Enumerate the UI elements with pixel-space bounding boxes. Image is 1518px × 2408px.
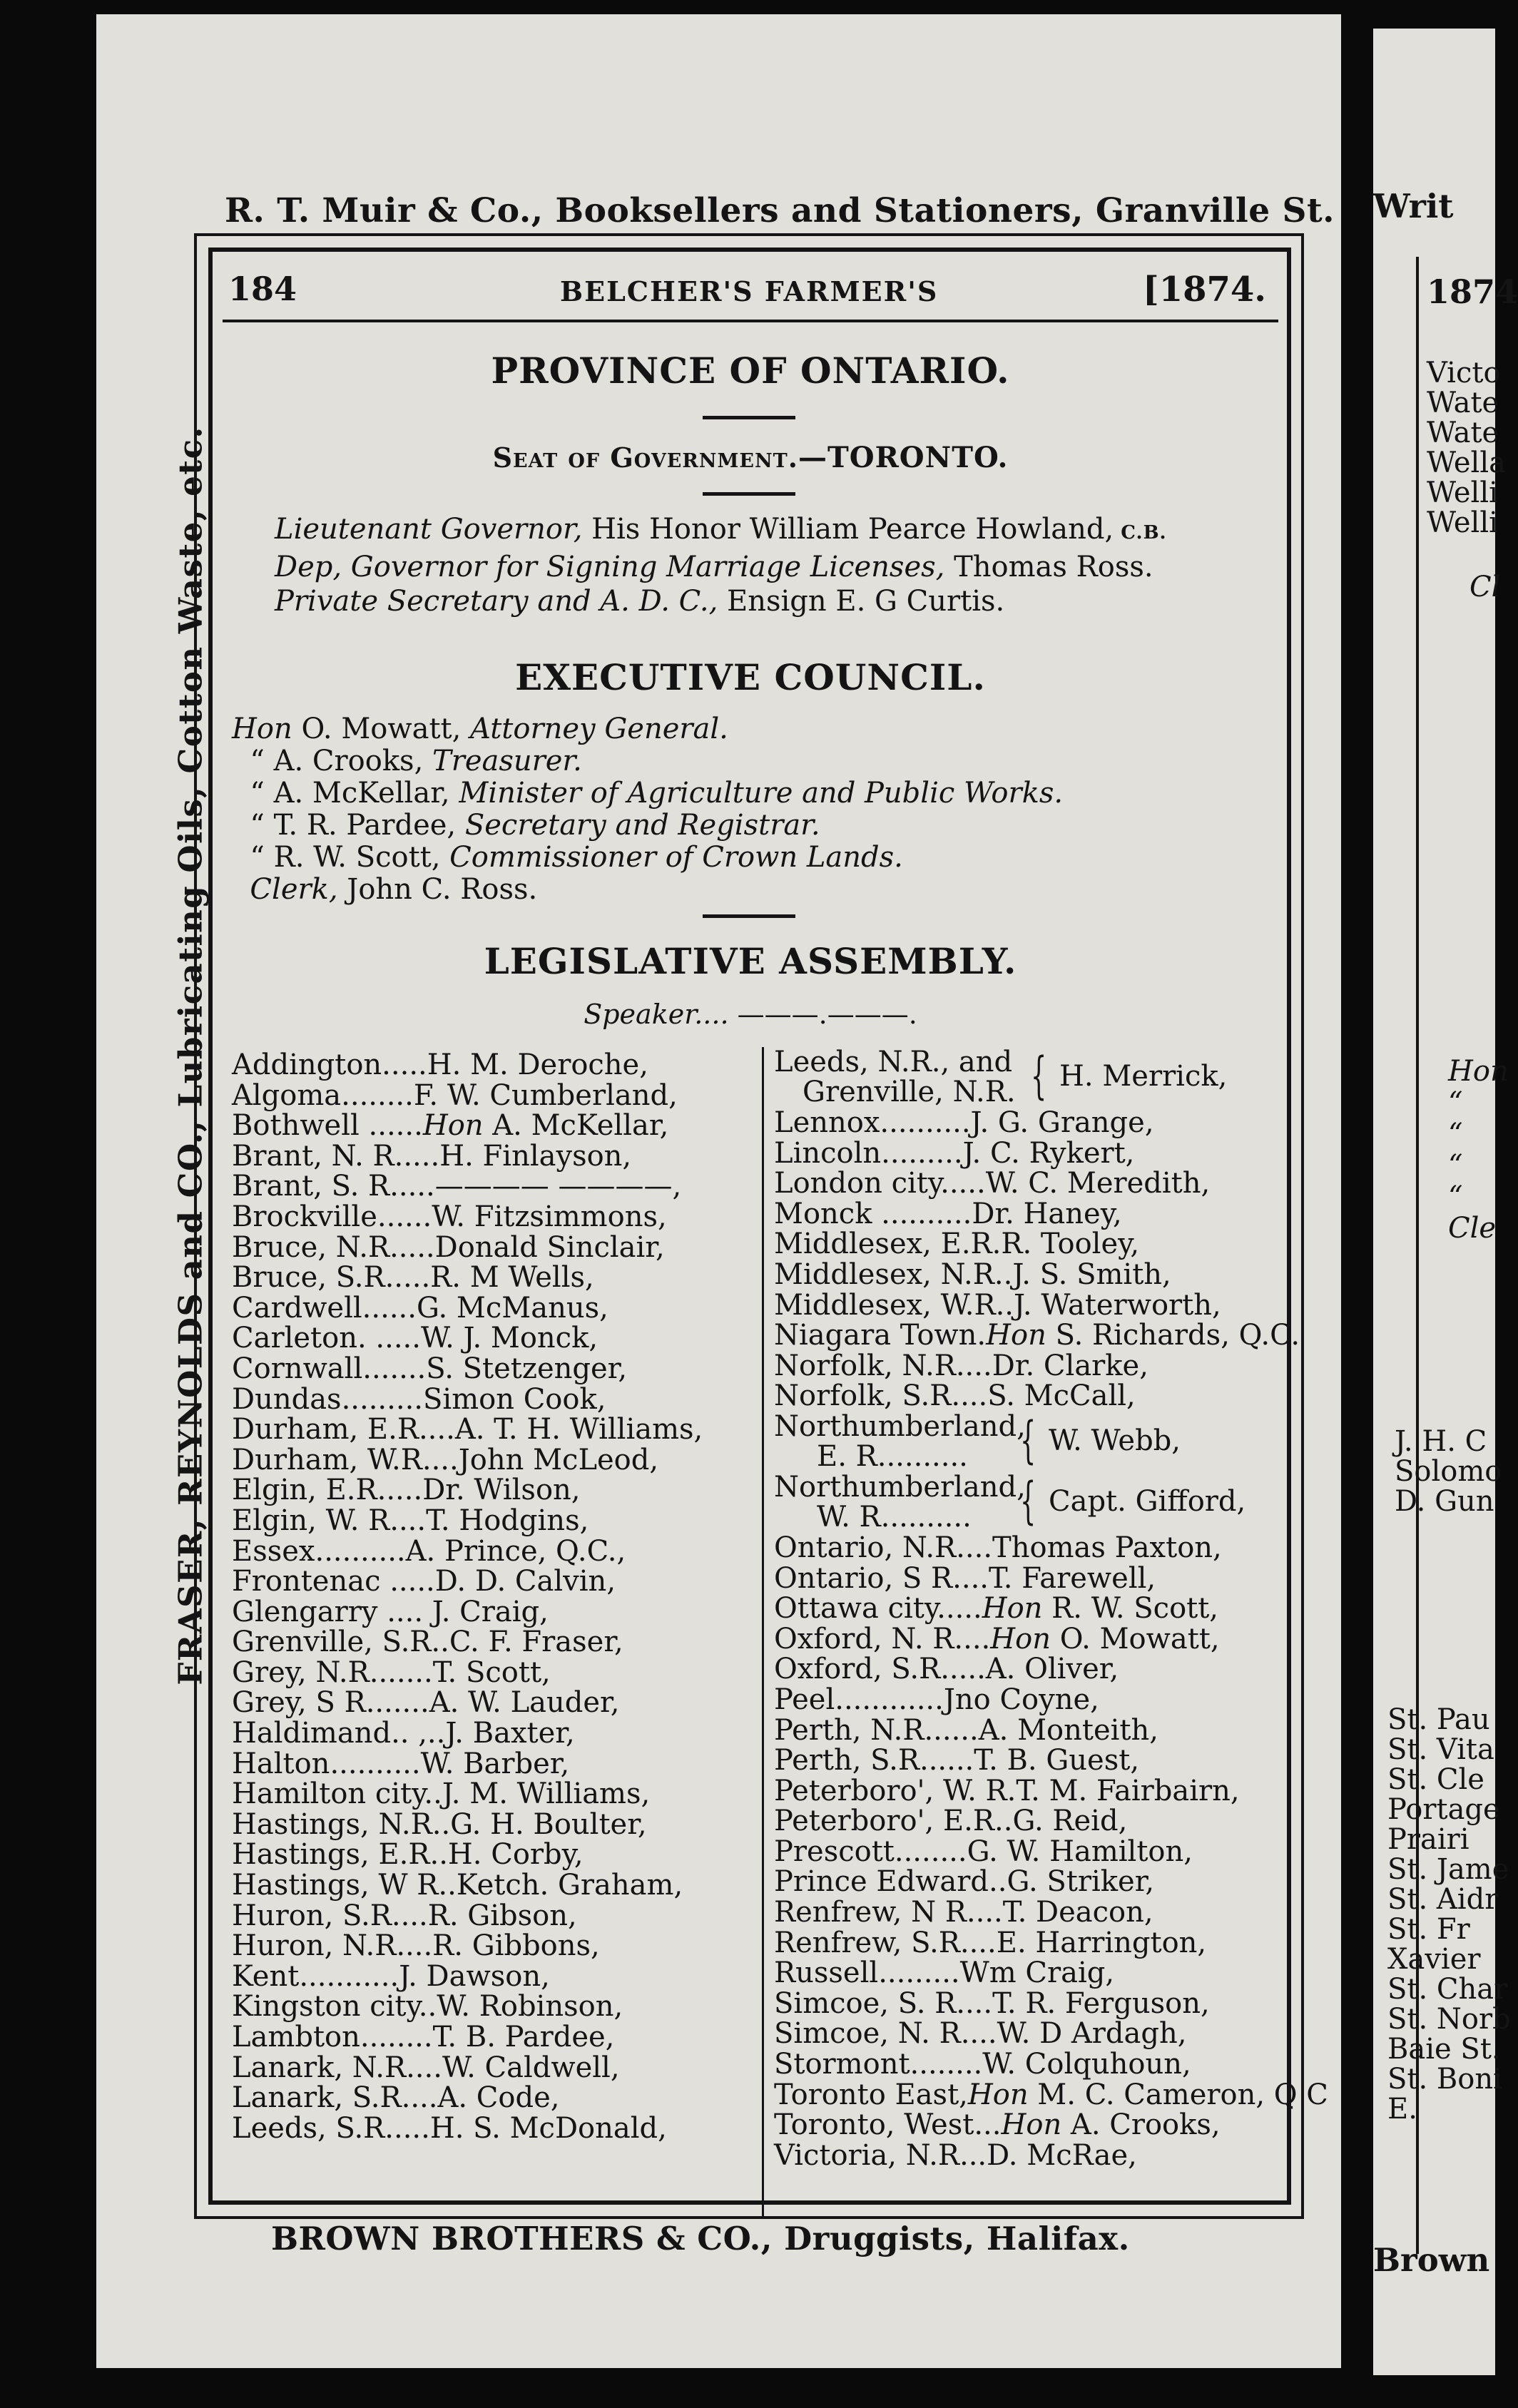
member-row: Grey, S R.......A. W. Lauder,	[232, 1686, 620, 1720]
member-row: Leeds, S.R.....H. S. McDonald,	[232, 2111, 667, 2145]
member-row: Halton..........W. Barber,	[232, 1747, 570, 1780]
member-row: Grey, N.R.......T. Scott,	[232, 1656, 551, 1689]
member-row: Essex..........A. Prince, Q.C.,	[232, 1534, 626, 1568]
member-row: Simcoe, S. R....T. R. Ferguson,	[774, 1986, 1210, 2020]
member-row: Durham, E.R....A. T. H. Williams,	[232, 1413, 703, 1447]
council-member: “ T. R. Pardee, Secretary and Registrar.	[232, 809, 820, 842]
member-row: Middlesex, E.R.R. Tooley,	[774, 1228, 1140, 1261]
member-row: Simcoe, N. R....W. D Ardagh,	[774, 2017, 1187, 2051]
member-row: Stormont........W. Colquhoun,	[774, 2048, 1191, 2081]
adjacent-header: Writ	[1373, 187, 1454, 225]
member-row: Frontenac .....D. D. Calvin,	[232, 1565, 616, 1598]
member-row: Perth, N.R......A. Monteith,	[774, 1713, 1158, 1747]
member-row-braced: Leeds, N.R., and Grenville, N.R. { H. Merrick,	[774, 1046, 1228, 1108]
footer-advertisement: BROWN BROTHERS & CO., Druggists, Halifax.	[271, 2220, 1130, 2258]
member-row: Hastings, N.R..G. H. Boulter,	[232, 1807, 647, 1841]
adjacent-clerk: Cl	[1469, 571, 1501, 603]
member-row: Russell.........Wm Craig,	[774, 1956, 1115, 1990]
member-row-braced: Northumberland, E. R.......... { W. Webb,	[774, 1409, 1181, 1473]
member-row: Huron, S.R....R. Gibson,	[232, 1899, 577, 1932]
assembly-right-column	[774, 1046, 1328, 2172]
member-row: Algoma........F. W. Cumberland,	[232, 1078, 678, 1112]
speaker-line: Speaker.... ———.———.	[584, 999, 917, 1030]
head-rule	[223, 320, 1278, 322]
member-row: Lennox..........J. G. Grange,	[774, 1106, 1154, 1139]
adjacent-page	[1373, 29, 1518, 2375]
running-head	[225, 270, 1273, 312]
member-row: Bruce, N.R.....Donald Sinclair,	[232, 1230, 665, 1264]
member-row: Bruce, S.R.....R. M Wells,	[232, 1261, 594, 1295]
title-rule	[703, 416, 795, 419]
member-row: Haldimand.. ,..J. Baxter,	[232, 1717, 575, 1750]
legislative-assembly-title: LEGISLATIVE ASSEMBLY.	[484, 940, 1017, 982]
council-member: “ R. W. Scott, Commissioner of Crown Lands.	[232, 841, 903, 874]
executive-council-title: EXECUTIVE COUNCIL.	[515, 656, 986, 698]
member-row: Lambton........T. B. Pardee,	[232, 2021, 615, 2054]
member-row: Lanark, N.R....W. Caldwell,	[232, 2051, 620, 2084]
member-row: Lincoln.........J. C. Rykert,	[774, 1136, 1135, 1170]
member-row: Peterboro', E.R..G. Reid,	[774, 1805, 1128, 1838]
running-title: BELCHER'S FARMER'S	[560, 275, 939, 307]
member-row: Cornwall.......S. Stetzenger,	[232, 1352, 628, 1385]
adjacent-list-a: Victo Wate Wate Wella Welli Welli	[1427, 357, 1506, 539]
member-row: Cardwell......G. McManus,	[232, 1291, 608, 1325]
adjacent-footer: Brown	[1373, 2241, 1490, 2279]
member-row: Carleton. .....W. J. Monck,	[232, 1322, 598, 1355]
member-row: Prescott........G. W. Hamilton,	[774, 1835, 1193, 1868]
member-row: Hastings, E.R..H. Corby,	[232, 1838, 584, 1872]
header-advertisement: R. T. Muir & Co., Booksellers and Stationers, Granville St.	[225, 191, 1335, 230]
member-row: Norfolk, N.R....Dr. Clarke,	[774, 1349, 1148, 1382]
member-row: Middlesex, W.R..J. Waterworth,	[774, 1288, 1221, 1322]
member-row: Dundas.........Simon Cook,	[232, 1382, 606, 1416]
member-row: Peterboro', W. R.T. M. Fairbairn,	[774, 1774, 1240, 1807]
member-row: Ottawa city.....Hon R. W. Scott,	[774, 1592, 1219, 1626]
council-clerk: Clerk, John C. Ross.	[232, 873, 538, 906]
assembly-left-column	[232, 1050, 760, 2143]
office-line: Dep, Governor for Signing Marriage Licenses, Thomas Ross.	[275, 551, 1153, 583]
council-list	[232, 713, 1063, 906]
adjacent-list-c: J. H. C Solomo D. Gun	[1395, 1425, 1502, 1518]
member-row: Addington.....H. M. Deroche,	[232, 1049, 648, 1081]
office-line: Lieutenant Governor, His Honor William Pearce Howland, C.B.	[275, 513, 1167, 546]
member-row: Prince Edward..G. Striker,	[774, 1865, 1155, 1899]
member-row: Perth, S.R......T. B. Guest,	[774, 1744, 1140, 1777]
member-row: Hamilton city..J. M. Williams,	[232, 1777, 651, 1811]
member-row: Norfolk, S.R....S. McCall,	[774, 1379, 1136, 1413]
member-row: London city.....W. C. Meredith,	[774, 1167, 1211, 1200]
seat-of-government: Seat of Government.—TORONTO.	[492, 441, 1009, 474]
member-row: Hastings, W R..Ketch. Graham,	[232, 1869, 683, 1902]
member-row: Brant, S. R.....———— ————,	[232, 1170, 682, 1203]
member-row: Ontario, N.R....Thomas Paxton,	[774, 1531, 1222, 1564]
office-line: Private Secretary and A. D. C., Ensign E. G Curtis.	[275, 585, 1005, 618]
member-row: Renfrew, N R....T. Deacon,	[774, 1896, 1153, 1929]
member-row: Peel............Jno Coyne,	[774, 1683, 1099, 1716]
page-number: 184	[228, 270, 297, 308]
member-row: Durham, W.R....John McLeod,	[232, 1443, 659, 1476]
member-row: Lanark, S.R....A. Code,	[232, 2081, 560, 2115]
council-member: Hon O. Mowatt, Attorney General.	[232, 713, 728, 745]
adjacent-list-b: Hon “ “ “ “ Cle	[1448, 1055, 1509, 1245]
column-divider	[762, 1047, 764, 2217]
running-year: [1874.	[1142, 270, 1266, 310]
member-row: Toronto East,Hon M. C. Cameron, Q C	[774, 2078, 1328, 2111]
member-row: Brockville......W. Fitzsimmons,	[232, 1200, 667, 1233]
member-row: Kent...........J. Dawson,	[232, 1959, 550, 1993]
council-rule	[703, 914, 795, 918]
member-row: Toronto, West...Hon A. Crooks,	[774, 2108, 1221, 2142]
member-row: Niagara Town.Hon S. Richards, Q.C.	[774, 1319, 1300, 1352]
council-member: “ A. McKellar, Minister of Agriculture and Public Works.	[232, 777, 1064, 810]
member-row: Huron, N.R....R. Gibbons,	[232, 1929, 600, 1963]
officers-list	[275, 512, 1167, 618]
adjacent-year: 1874	[1427, 272, 1518, 311]
member-row: Kingston city..W. Robinson,	[232, 1990, 623, 2024]
province-title: PROVINCE OF ONTARIO.	[491, 350, 1010, 392]
member-row: Grenville, S.R..C. F. Fraser,	[232, 1626, 623, 1659]
member-row: Monck ..........Dr. Haney,	[774, 1197, 1122, 1230]
member-row: Elgin, E.R.....Dr. Wilson,	[232, 1474, 581, 1507]
member-row: Ontario, S R....T. Farewell,	[774, 1561, 1156, 1595]
member-row: Glengarry .... J. Craig,	[232, 1595, 549, 1628]
member-row: Renfrew, S.R....E. Harrington,	[774, 1926, 1207, 1959]
member-row: Bothwell ......Hon A. McKellar,	[232, 1109, 669, 1143]
member-row: Brant, N. R.....H. Finlayson,	[232, 1139, 632, 1173]
member-row: Oxford, S.R.....A. Oliver,	[774, 1653, 1119, 1686]
side-advertisement: FRASER, REYNOLDS and CO., Lubricating Oils, Cotton Waste, etc.	[171, 426, 210, 1685]
member-row-braced: Northumberland, W. R.......... { Capt. Gifford,	[774, 1470, 1246, 1534]
member-row: Elgin, W. R....T. Hodgins,	[232, 1504, 589, 1537]
member-row: Oxford, N. R....Hon O. Mowatt,	[774, 1622, 1220, 1656]
seat-rule	[703, 492, 795, 496]
member-row: Middlesex, N.R..J. S. Smith,	[774, 1257, 1171, 1291]
council-member: “ A. Crooks, Treasurer.	[232, 745, 582, 777]
member-row: Victoria, N.R...D. McRae,	[774, 2138, 1137, 2172]
adjacent-list-d: St. Pau St. Vita St. Cle Portage Prairi St. Jame St. Aidr St. Fr Xavier St. Char St. Norb Baie St. St. Boni E.	[1387, 1703, 1511, 2126]
